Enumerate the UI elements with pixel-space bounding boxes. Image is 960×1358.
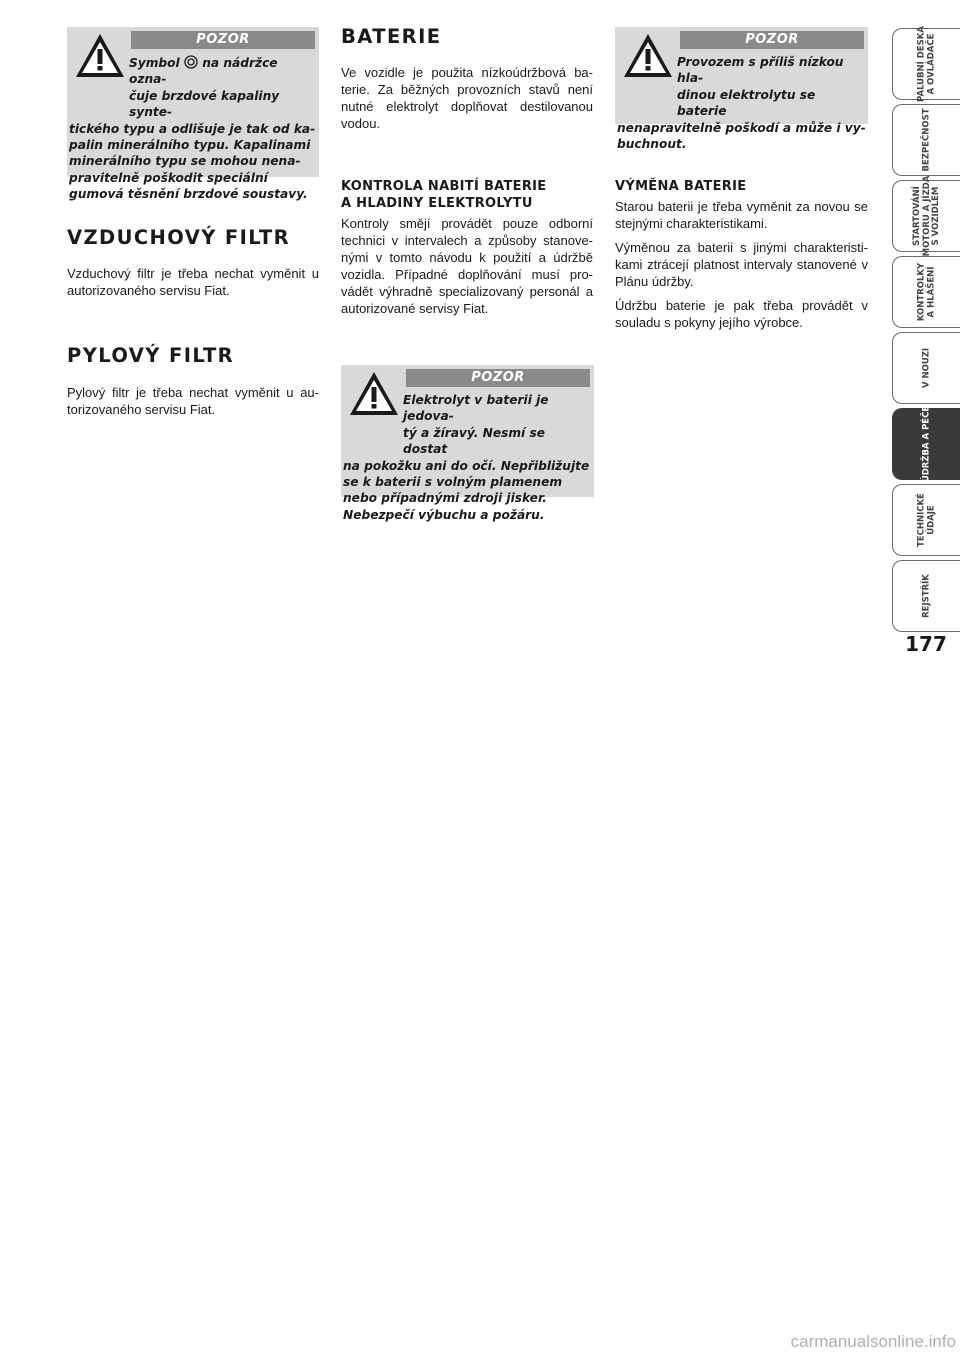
tab-technicke-udaje[interactable]: TECHNICKÉ ÚDAJE: [892, 484, 960, 556]
air-filter-title: VZDUCHOVÝ FILTR: [67, 226, 291, 249]
replace-title: VÝMĚNA BATERIE: [615, 179, 747, 194]
check-title-line2: A HLADINY ELEKTROLYTU: [341, 196, 533, 211]
warning-text: Symbol na nádržce ozna- čuje brzdové kapaliny synte- tického typu a odlišuje je tak od ka-palin minerálního typu. Kapalinami minerálního typu se mohou nena-pravitelně poškodit speciální gumová těsnění brzdové soustavy.: [69, 56, 316, 202]
warning-text: Provozem s příliš nízkou hla- dinou elektrolytu se baterie nenapravitelně poškodí a může i vy-buchnout.: [617, 55, 866, 152]
check-text: Kontroly smějí provádět pouze odborní technici v intervalech a způsoby stanove-nými v tomto návodu k použití a údržbě vozidla. Případné doplňování musí pro-vádět výhradně specializovaný personál a autorizované servisy Fiat.: [341, 216, 593, 316]
warning-box-low-electrolyte: [615, 27, 868, 152]
replace-p2: Výměnou za baterii s jinými charakteristi-kami ztrácejí platnost intervaly stanovené v Plánu údržby.: [615, 240, 868, 289]
battery-title: BATERIE: [341, 25, 442, 48]
tab-bezpecnost[interactable]: BEZPEČNOST: [892, 104, 960, 176]
footer-watermark: carmanualsonline.info: [790, 1332, 956, 1351]
replace-p3: Údržbu baterie je pak třeba provádět v souladu s pokyny jejího výrobce.: [615, 298, 868, 330]
tab-startovani[interactable]: STARTOVÁNÍ MOTORU A JÍZDA S VOZIDLEM: [892, 180, 960, 252]
brake-fluid-symbol-icon: [184, 55, 198, 69]
warning-text: Elektrolyt v baterii je jedova- tý a žíravý. Nesmí se dostat na pokožku ani do očí. Nepřibližujte se k baterii s volným plamenem nebo případnými zdroji jisker. Nebezpečí výbuchu a požáru.: [343, 393, 590, 522]
warning-label: POZOR: [131, 31, 315, 49]
page-number: 177: [905, 632, 947, 656]
air-filter-text: Vzduchový filtr je třeba nechat vyměnit u autorizovaného servisu Fiat.: [67, 266, 319, 298]
check-title-line1: KONTROLA NABITÍ BATERIE: [341, 179, 547, 194]
pollen-filter-title: PYLOVÝ FILTR: [67, 344, 235, 367]
warning-label: POZOR: [406, 369, 590, 387]
battery-text: Ve vozidle je použita nízkoúdržbová ba-terie. Za běžných provozních stavů není nutné elektrolyt doplňovat destilovanou vodou.: [341, 65, 593, 131]
tab-udrzba-a-pece[interactable]: ÚDRŽBA A PÉČE: [892, 408, 960, 480]
warning-box-electrolyte: [341, 365, 594, 522]
tab-rejstrik[interactable]: REJSTŘÍK: [892, 560, 960, 632]
warning-label: POZOR: [680, 31, 864, 49]
warning-box-brake-fluid: [67, 27, 319, 202]
tab-v-nouzi[interactable]: V NOUZI: [892, 332, 960, 404]
tab-palubni-deska[interactable]: PALUBNÍ DESKA A OVLÁDAČE: [892, 28, 960, 100]
replace-p1: Starou baterii je třeba vyměnit za novou se stejnými charakteristikami.: [615, 199, 868, 231]
tab-kontrolky[interactable]: KONTROLKY A HLÁŠENÍ: [892, 256, 960, 328]
pollen-filter-text: Pylový filtr je třeba nechat vyměnit u au-torizovaného servisu Fiat.: [67, 385, 319, 417]
